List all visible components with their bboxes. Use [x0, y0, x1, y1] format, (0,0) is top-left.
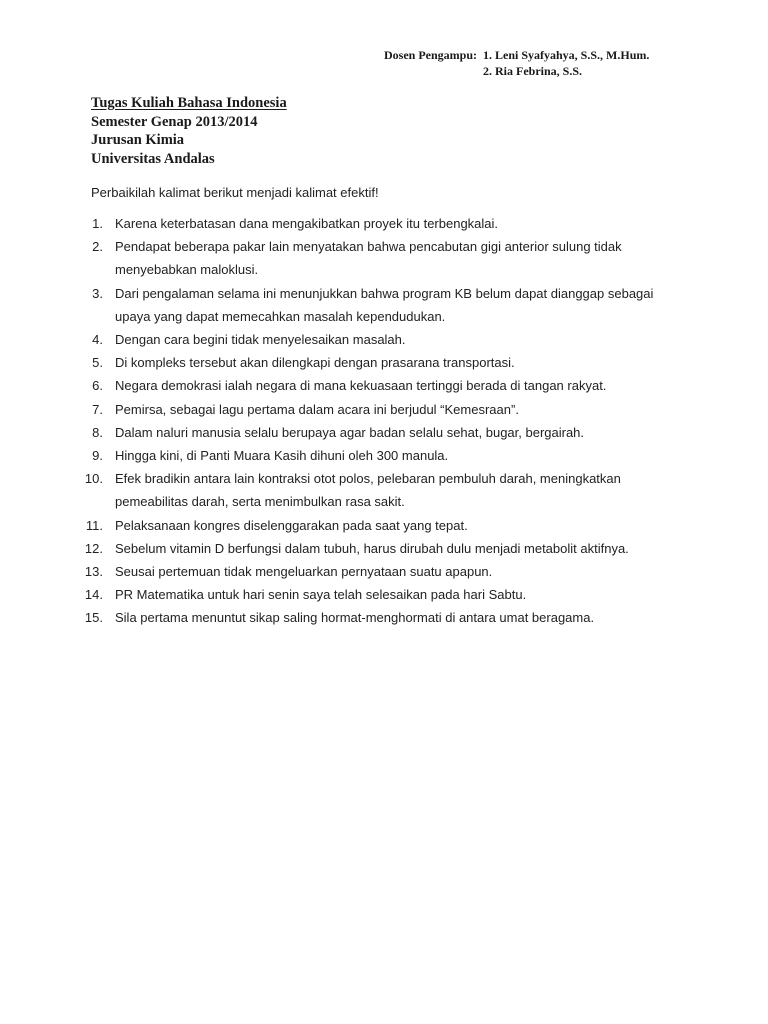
list-item-number: 12.: [84, 540, 103, 556]
list-item-text: Dalam naluri manusia selalu berupaya agar badan selalu sehat, bugar, bergairah.: [115, 424, 585, 440]
list-item: [58, 467, 658, 513]
list-item-text: Sebelum vitamin D berfungsi dalam tubuh, harus dirubah dulu menjadi metabolit aktifnya.: [115, 540, 629, 556]
list-item-text: Di kompleks tersebut akan dilengkapi dengan prasarana transportasi.: [115, 355, 515, 371]
list-item: [58, 537, 658, 560]
list-item-number: 7.: [92, 401, 103, 417]
list-item: [58, 282, 658, 328]
lecturer-block: [384, 47, 649, 79]
list-item-text: Hingga kini, di Panti Muara Kasih dihuni oleh 300 manula.: [115, 448, 449, 464]
list-item-text: Negara demokrasi ialah negara di mana kekuasaan tertinggi berada di tangan rakyat.: [115, 378, 607, 394]
list-item: [58, 374, 658, 397]
list-item: [58, 351, 658, 374]
lecturer-name-1: 1. Leni Syafyahya, S.S., M.Hum.: [483, 48, 650, 62]
list-item-number: 11.: [85, 517, 103, 533]
list-item: [58, 606, 658, 629]
lecturer-label: Dosen Pengampu:: [384, 48, 478, 62]
list-item-number: 2.: [92, 239, 103, 255]
list-item-number: 3.: [92, 285, 103, 301]
list-item-number: 13.: [84, 564, 103, 580]
exercise-list: [58, 212, 658, 630]
list-item-text: Pelaksanaan kongres diselenggarakan pada saat yang tepat.: [115, 517, 468, 533]
list-item-number: 10.: [84, 471, 103, 487]
list-item-text: Pendapat beberapa pakar lain menyatakan bahwa pencabutan gigi anterior sulung tidak menyebabkan maloklusi.: [115, 239, 622, 278]
list-item-text: Dengan cara begini tidak menyelesaikan masalah.: [115, 332, 406, 348]
list-item-text: Sila pertama menuntut sikap saling hormat-menghormati di antara umat beragama.: [115, 610, 595, 626]
list-item-number: 4.: [92, 332, 103, 348]
list-item-text: Karena keterbatasan dana mengakibatkan proyek itu terbengkalai.: [115, 216, 499, 231]
list-item: [58, 398, 658, 421]
university-line: Universitas Andalas: [91, 150, 215, 167]
list-item: [58, 583, 658, 606]
list-item-number: 5.: [92, 355, 103, 371]
list-item-number: 9.: [92, 448, 103, 464]
list-item-number: 15.: [84, 610, 103, 626]
list-item: [58, 235, 658, 281]
list-item: [58, 421, 658, 444]
document-heading: [91, 94, 287, 168]
list-item-number: 1.: [92, 216, 103, 231]
course-title: Tugas Kuliah Bahasa Indonesia: [91, 95, 287, 111]
list-item: [58, 328, 658, 351]
list-item-number: 14.: [84, 587, 103, 603]
list-item-text: Pemirsa, sebagai lagu pertama dalam acara ini berjudul “Kemesraan”.: [115, 401, 519, 417]
list-item-text: Dari pengalaman selama ini menunjukkan bahwa program KB belum dapat dianggap sebagai upaya yang dapat memecahkan masalah kependudukan.: [115, 285, 654, 324]
list-item-text: Efek bradikin antara lain kontraksi otot polos, pelebaran pembuluh darah, meningkatkan pemeabilitas darah, serta menimbulkan rasa sakit.: [115, 471, 621, 510]
list-item: [58, 212, 658, 235]
list-item: [58, 560, 658, 583]
list-item-text: Seusai pertemuan tidak mengeluarkan pernyataan suatu apapun.: [115, 564, 493, 580]
list-item: [58, 444, 658, 467]
instruction-text: Perbaikilah kalimat berikut menjadi kalimat efektif!: [91, 185, 379, 200]
lecturer-row-1: [384, 47, 649, 63]
list-item-text: PR Matematika untuk hari senin saya telah selesaikan pada hari Sabtu.: [115, 587, 527, 603]
list-item-number: 6.: [92, 378, 103, 394]
list-item: [58, 514, 658, 537]
department-line: Jurusan Kimia: [91, 132, 185, 148]
list-item-number: 8.: [92, 424, 103, 440]
lecturer-row-2: [384, 63, 649, 79]
semester-line: Semester Genap 2013/2014: [91, 113, 258, 130]
lecturer-name-2: 2. Ria Febrina, S.S.: [483, 64, 583, 78]
